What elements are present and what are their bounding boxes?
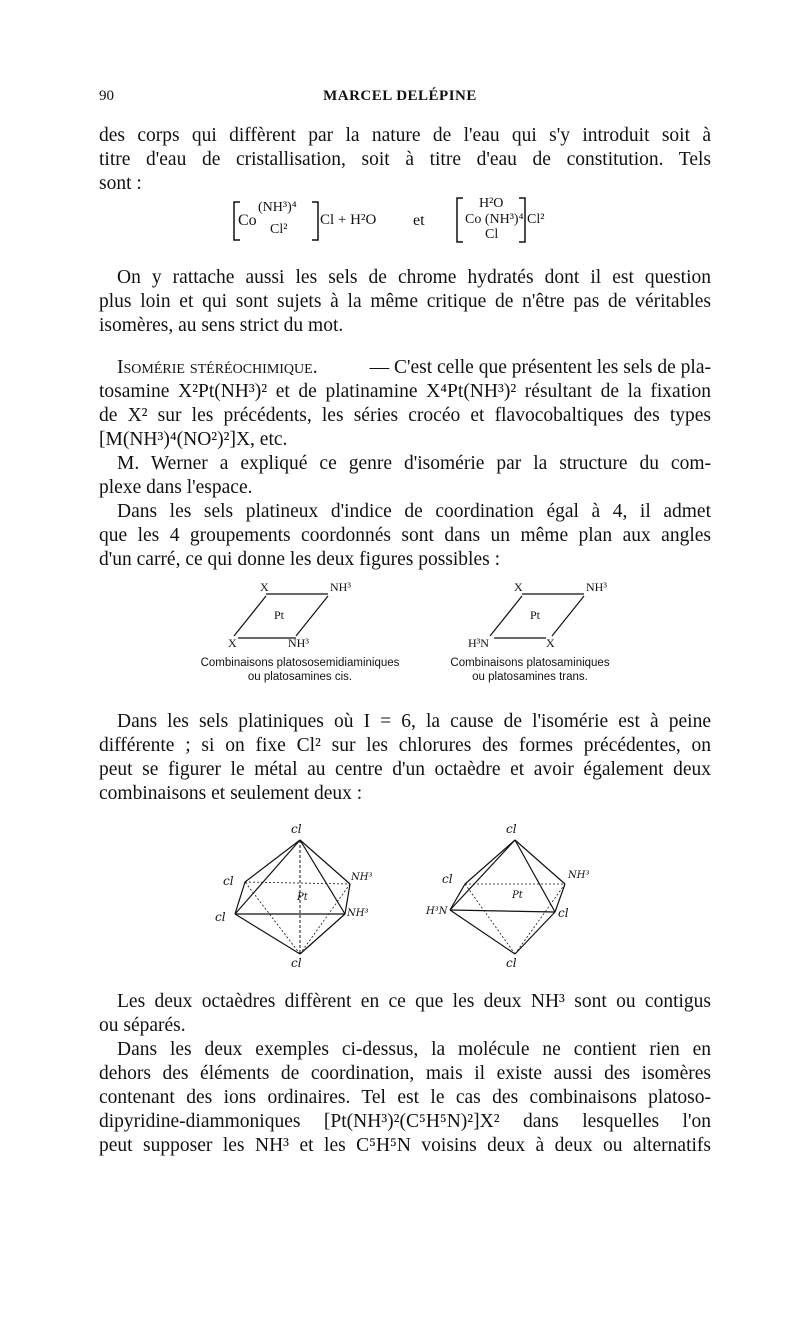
octa-right-bottom: cl (506, 956, 517, 970)
para2-line3: isomères, au sens strict du mot. (99, 315, 344, 336)
formula-right-mid: Co (NH³)⁴ (465, 212, 524, 227)
octa-left-lower-right: NH³ (347, 908, 369, 919)
para1-line3: sont : (99, 173, 142, 194)
para3-line2: tosamine X²Pt(NH³)² et de platinamine X⁴Pt(NH³)² résultant de la fixation (99, 381, 711, 402)
para6-line3: peut se figurer le métal au centre d'un octaèdre et avoir également deux (99, 759, 711, 780)
cis-center: Pt (274, 608, 285, 622)
para8-line4: dipyridine-diammoniques [Pt(NH³)²(C⁵H⁵N)²]X² dans lesquelles l'on (99, 1111, 711, 1132)
trans-bottom-left: H³N (468, 636, 489, 650)
para5-line3: d'un carré, ce qui donne les deux figures possibles : (99, 549, 500, 570)
octa-right-upper-left: cl (442, 872, 453, 886)
octa-left-top: cl (291, 822, 302, 836)
para6-line4: combinaisons et seulement deux : (99, 783, 363, 804)
formula-right (455, 192, 615, 248)
formula-right-tail: Cl² (527, 212, 545, 227)
section-heading-stereo: Isomérie stéréochimique. (117, 357, 318, 378)
para8-line1: Dans les deux exemples ci-dessus, la molécule ne contient rien en (117, 1039, 711, 1060)
octa-left-lower-left: cl (215, 910, 226, 924)
octa-right-top: cl (506, 822, 517, 836)
trans-caption-1: Combinaisons platosaminiques (450, 657, 610, 669)
formula-left-co: Co (238, 212, 257, 229)
trans-top-right: NH³ (586, 580, 607, 594)
cis-top-right: NH³ (330, 580, 351, 594)
para7-line2: ou séparés. (99, 1015, 186, 1036)
octahedron-left-lines (205, 822, 375, 982)
para5-line1: Dans les sels platineux d'indice de coordination égal à 4, il admet (117, 501, 711, 522)
para8-line5: peut supposer les NH³ et les C⁵H⁵N voisins deux à deux ou alternatifs (99, 1135, 711, 1156)
cis-bottom-right: NH³ (288, 636, 309, 650)
octahedron-left (205, 822, 375, 982)
para1-line2: titre d'eau de cristallisation, soit à titre d'eau de constitution. Tels (99, 149, 711, 170)
cis-top-left: X (260, 580, 269, 594)
octa-right-center: Pt (512, 890, 523, 901)
para6-line1: Dans les sels platiniques où I = 6, la cause de l'isomérie est à peine (117, 711, 711, 732)
square-figure-cis (200, 578, 400, 693)
octa-right-lower-right: cl (558, 906, 569, 920)
octahedron-right-lines (420, 822, 590, 982)
octa-left-center: Pt (297, 892, 308, 903)
cis-bottom-left: X (228, 636, 237, 650)
para4-line2: plexe dans l'espace. (99, 477, 253, 498)
para3-line1 (117, 356, 711, 380)
para2-line2: plus loin et qui sont sujets à la même critique de n'être pas de véritables (99, 291, 711, 312)
para4-line1: M. Werner a expliqué ce genre d'isomérie par la structure du com- (117, 453, 711, 474)
octa-left-upper-left: cl (223, 874, 234, 888)
cis-caption-1: Combinaisons platososemidiaminiques (200, 657, 400, 669)
running-title: MARCEL DELÉPINE (323, 88, 477, 104)
trans-caption-2: ou platosamines trans. (472, 671, 588, 683)
para3-line4: [M(NH³)⁴(NO²)²]X, etc. (99, 429, 288, 450)
formula-left-top: (NH³)⁴ (258, 200, 297, 215)
octa-right-lower-left: H³N (426, 906, 448, 917)
octa-left-bottom: cl (291, 956, 302, 970)
para8-line2: dehors des éléments de coordination, mais il existe aussi des isomères (99, 1063, 711, 1084)
para5-line2: que les 4 groupements coordonnés sont dans un même plan aux angles (99, 525, 711, 546)
octahedron-right (420, 822, 590, 982)
formula-left (232, 196, 412, 246)
formula-right-bottom: Cl (485, 227, 499, 242)
page-number: 90 (99, 88, 114, 104)
trans-center: Pt (530, 608, 541, 622)
octa-right-upper-right: NH³ (568, 870, 590, 881)
cis-caption-2: ou platosamines cis. (247, 671, 353, 683)
para6-line2: différente ; si on fixe Cl² sur les chlorures des formes précédentes, on (99, 735, 711, 756)
para2-line1: On y rattache aussi les sels de chrome hydratés dont il est question (117, 267, 711, 288)
formula-et: et (413, 212, 425, 229)
octa-left-upper-right: NH³ (351, 872, 373, 883)
square-figure-trans (440, 578, 640, 693)
para7-line1: Les deux octaèdres diffèrent en ce que les deux NH³ sont ou contigus (117, 991, 711, 1012)
para3-line1-rest: — C'est celle que présentent les sels de pla- (369, 357, 711, 378)
formula-left-bottom: Cl² (270, 222, 288, 237)
formula-left-tail: Cl + H²O (320, 212, 377, 228)
para1-line1: des corps qui diffèrent par la nature de l'eau qui s'y introduit soit à (99, 125, 711, 146)
para8-line3: contenant des ions ordinaires. Tel est le cas des combinaisons platoso- (99, 1087, 711, 1108)
trans-top-left: X (514, 580, 523, 594)
trans-bottom-right: X (546, 636, 555, 650)
formula-right-top: H²O (479, 196, 504, 211)
para3-line3: de X² sur les précédents, les séries crocéo et flavocobaltiques des types (99, 405, 711, 426)
